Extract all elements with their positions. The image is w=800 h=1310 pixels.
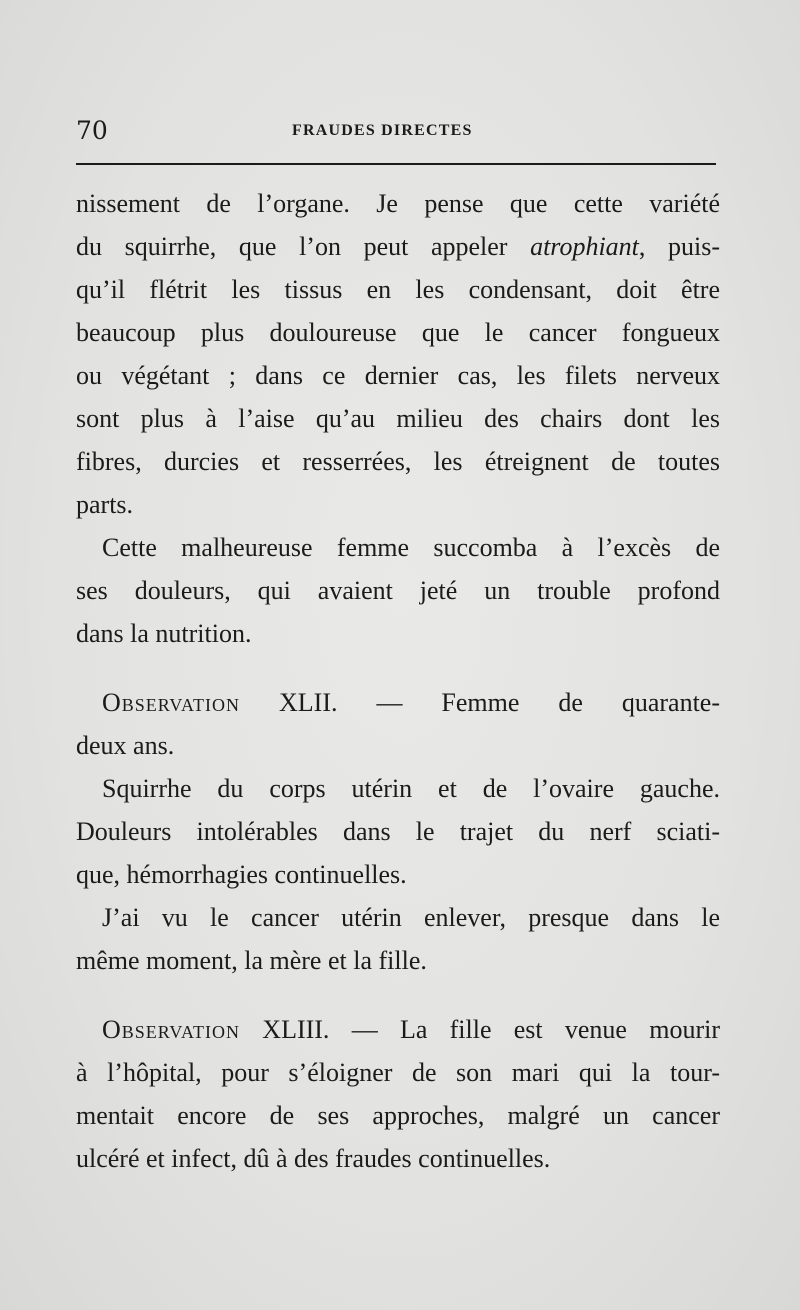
text-line: même moment, la mère et la fille. — [76, 946, 427, 975]
text-fragment: — Femme de quarante- — [337, 688, 721, 717]
observation-number: XLII. — [279, 688, 338, 717]
observation-heading — [76, 681, 720, 724]
text-line: qu’il flétrit les tissus en les condensant, doit être — [76, 275, 720, 304]
text-line: que, hémorrhagies continuelles. — [76, 860, 407, 889]
text-line: à l’hôpital, pour s’éloigner de son mari qui la tour- — [76, 1058, 720, 1087]
text-line: dans la nutrition. — [76, 619, 252, 648]
observation-heading — [76, 1008, 720, 1051]
section-gap — [76, 655, 720, 681]
observation-label: Observation — [102, 1015, 241, 1044]
text-line: ses douleurs, qui avaient jeté un trouble profond — [76, 576, 720, 605]
text-line: Cette malheureuse femme succomba à l’excès de — [102, 533, 720, 562]
text-fragment: du squirrhe, que l’on peut appeler — [76, 232, 531, 261]
page-header — [76, 112, 716, 152]
text-line: deux ans. — [76, 731, 175, 760]
text-line: sont plus à l’aise qu’au milieu des chairs dont les — [76, 404, 720, 433]
text-line: ou végétant ; dans ce dernier cas, les filets nerveux — [76, 361, 720, 390]
observation-number: XLIII. — [262, 1015, 330, 1044]
text-line — [76, 225, 720, 268]
text-line: Douleurs intolérables dans le trajet du nerf sciati- — [76, 817, 720, 846]
section-gap — [76, 982, 720, 1008]
text-line: parts. — [76, 490, 134, 519]
text-line: fibres, durcies et resserrées, les étreignent de toutes — [76, 447, 720, 476]
text-line: J’ai vu le cancer utérin enlever, presque dans le — [102, 903, 720, 932]
running-title: FRAUDES DIRECTES — [292, 122, 473, 139]
text-line: ulcéré et infect, dû à des fraudes continuelles. — [76, 1144, 551, 1173]
text-fragment: , puis- — [638, 232, 721, 261]
text-line: nissement de l’organe. Je pense que cette variété — [76, 189, 720, 218]
text-line: beaucoup plus douloureuse que le cancer fongueux — [76, 318, 720, 347]
italic-term: atrophiant — [530, 232, 639, 261]
text-line: Squirrhe du corps utérin et de l’ovaire gauche. — [102, 774, 720, 803]
text-line: mentait encore de ses approches, malgré un cancer — [76, 1101, 720, 1130]
observation-label: Observation — [102, 688, 241, 717]
page-number: 70 — [76, 116, 108, 145]
text-fragment: — La fille est venue mourir — [329, 1015, 720, 1044]
body-text — [76, 182, 720, 1180]
header-rule — [76, 163, 716, 165]
